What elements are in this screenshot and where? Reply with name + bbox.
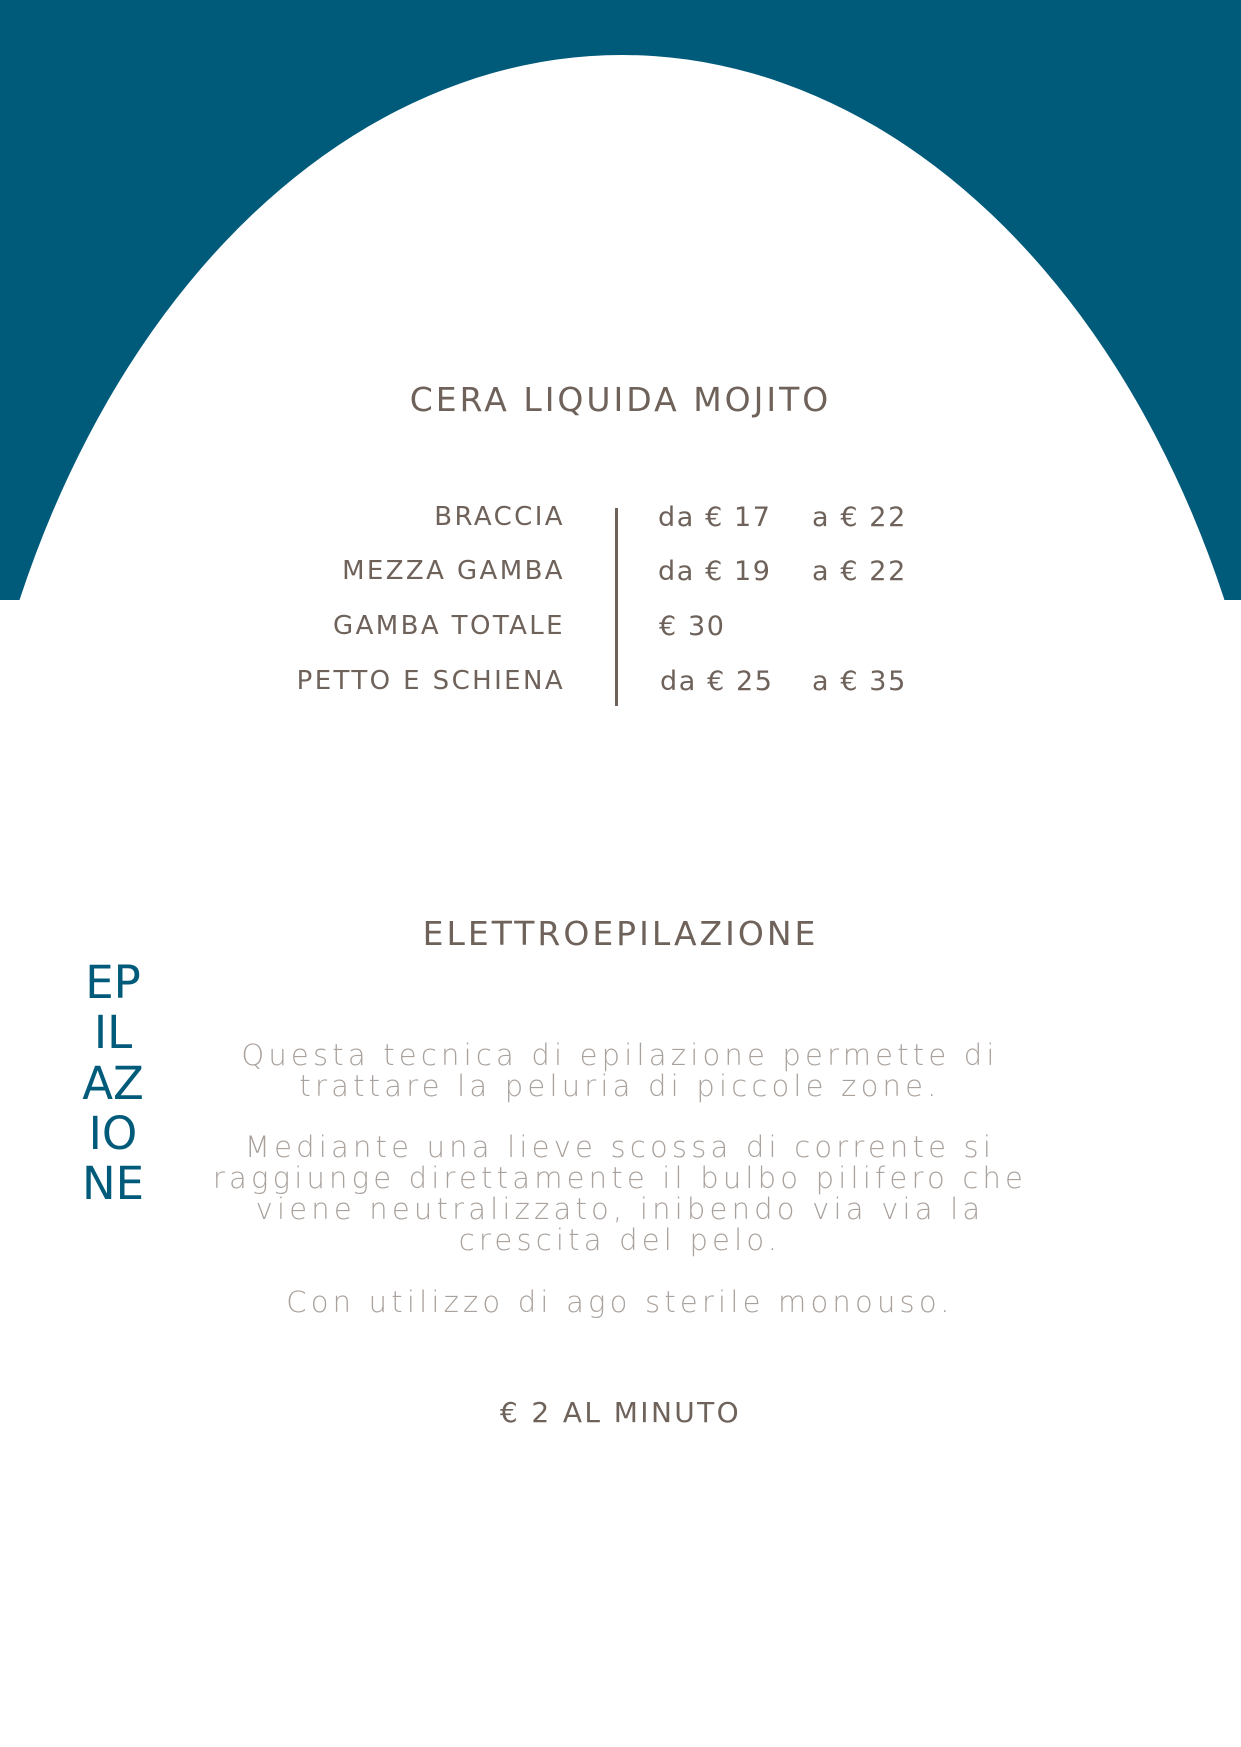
description-paragraph: Mediante una lieve scossa di corrente si raggiunge direttamente il bulbo pilifero che viene neutralizzato, inibendo via via la crescita del pelo. (212, 1130, 1028, 1257)
white-arch (0, 55, 1241, 1747)
row-label: BRACCIA (434, 502, 565, 532)
price-to: a € 22 (812, 556, 907, 587)
price-row (0, 666, 1241, 706)
price-from: € 30 (659, 611, 726, 642)
electro-description (180, 1040, 1060, 1318)
electro-title: ELETTROEPILAZIONE (422, 914, 819, 953)
price-row (0, 611, 1241, 651)
row-label: GAMBA TOTALE (333, 611, 565, 641)
price-from: da € 19 (658, 556, 772, 587)
price-to: a € 35 (812, 666, 907, 697)
vertical-side-label: EPILAZIONE (81, 956, 145, 1211)
electro-price: € 2 AL MINUTO (499, 1396, 742, 1429)
row-label: PETTO E SCHIENA (296, 666, 565, 696)
row-label: MEZZA GAMBA (342, 556, 565, 586)
description-paragraph: Questa tecnica di epilazione permette di trattare la peluria di piccole zone. (241, 1038, 999, 1103)
wax-title: CERA LIQUIDA MOJITO (409, 380, 832, 419)
description-paragraph: Con utilizzo di ago sterile monouso. (286, 1285, 954, 1319)
price-from: da € 17 (658, 502, 772, 533)
price-to: a € 22 (812, 502, 907, 533)
price-row (0, 502, 1241, 542)
price-from: da € 25 (660, 666, 774, 697)
price-row (0, 556, 1241, 596)
